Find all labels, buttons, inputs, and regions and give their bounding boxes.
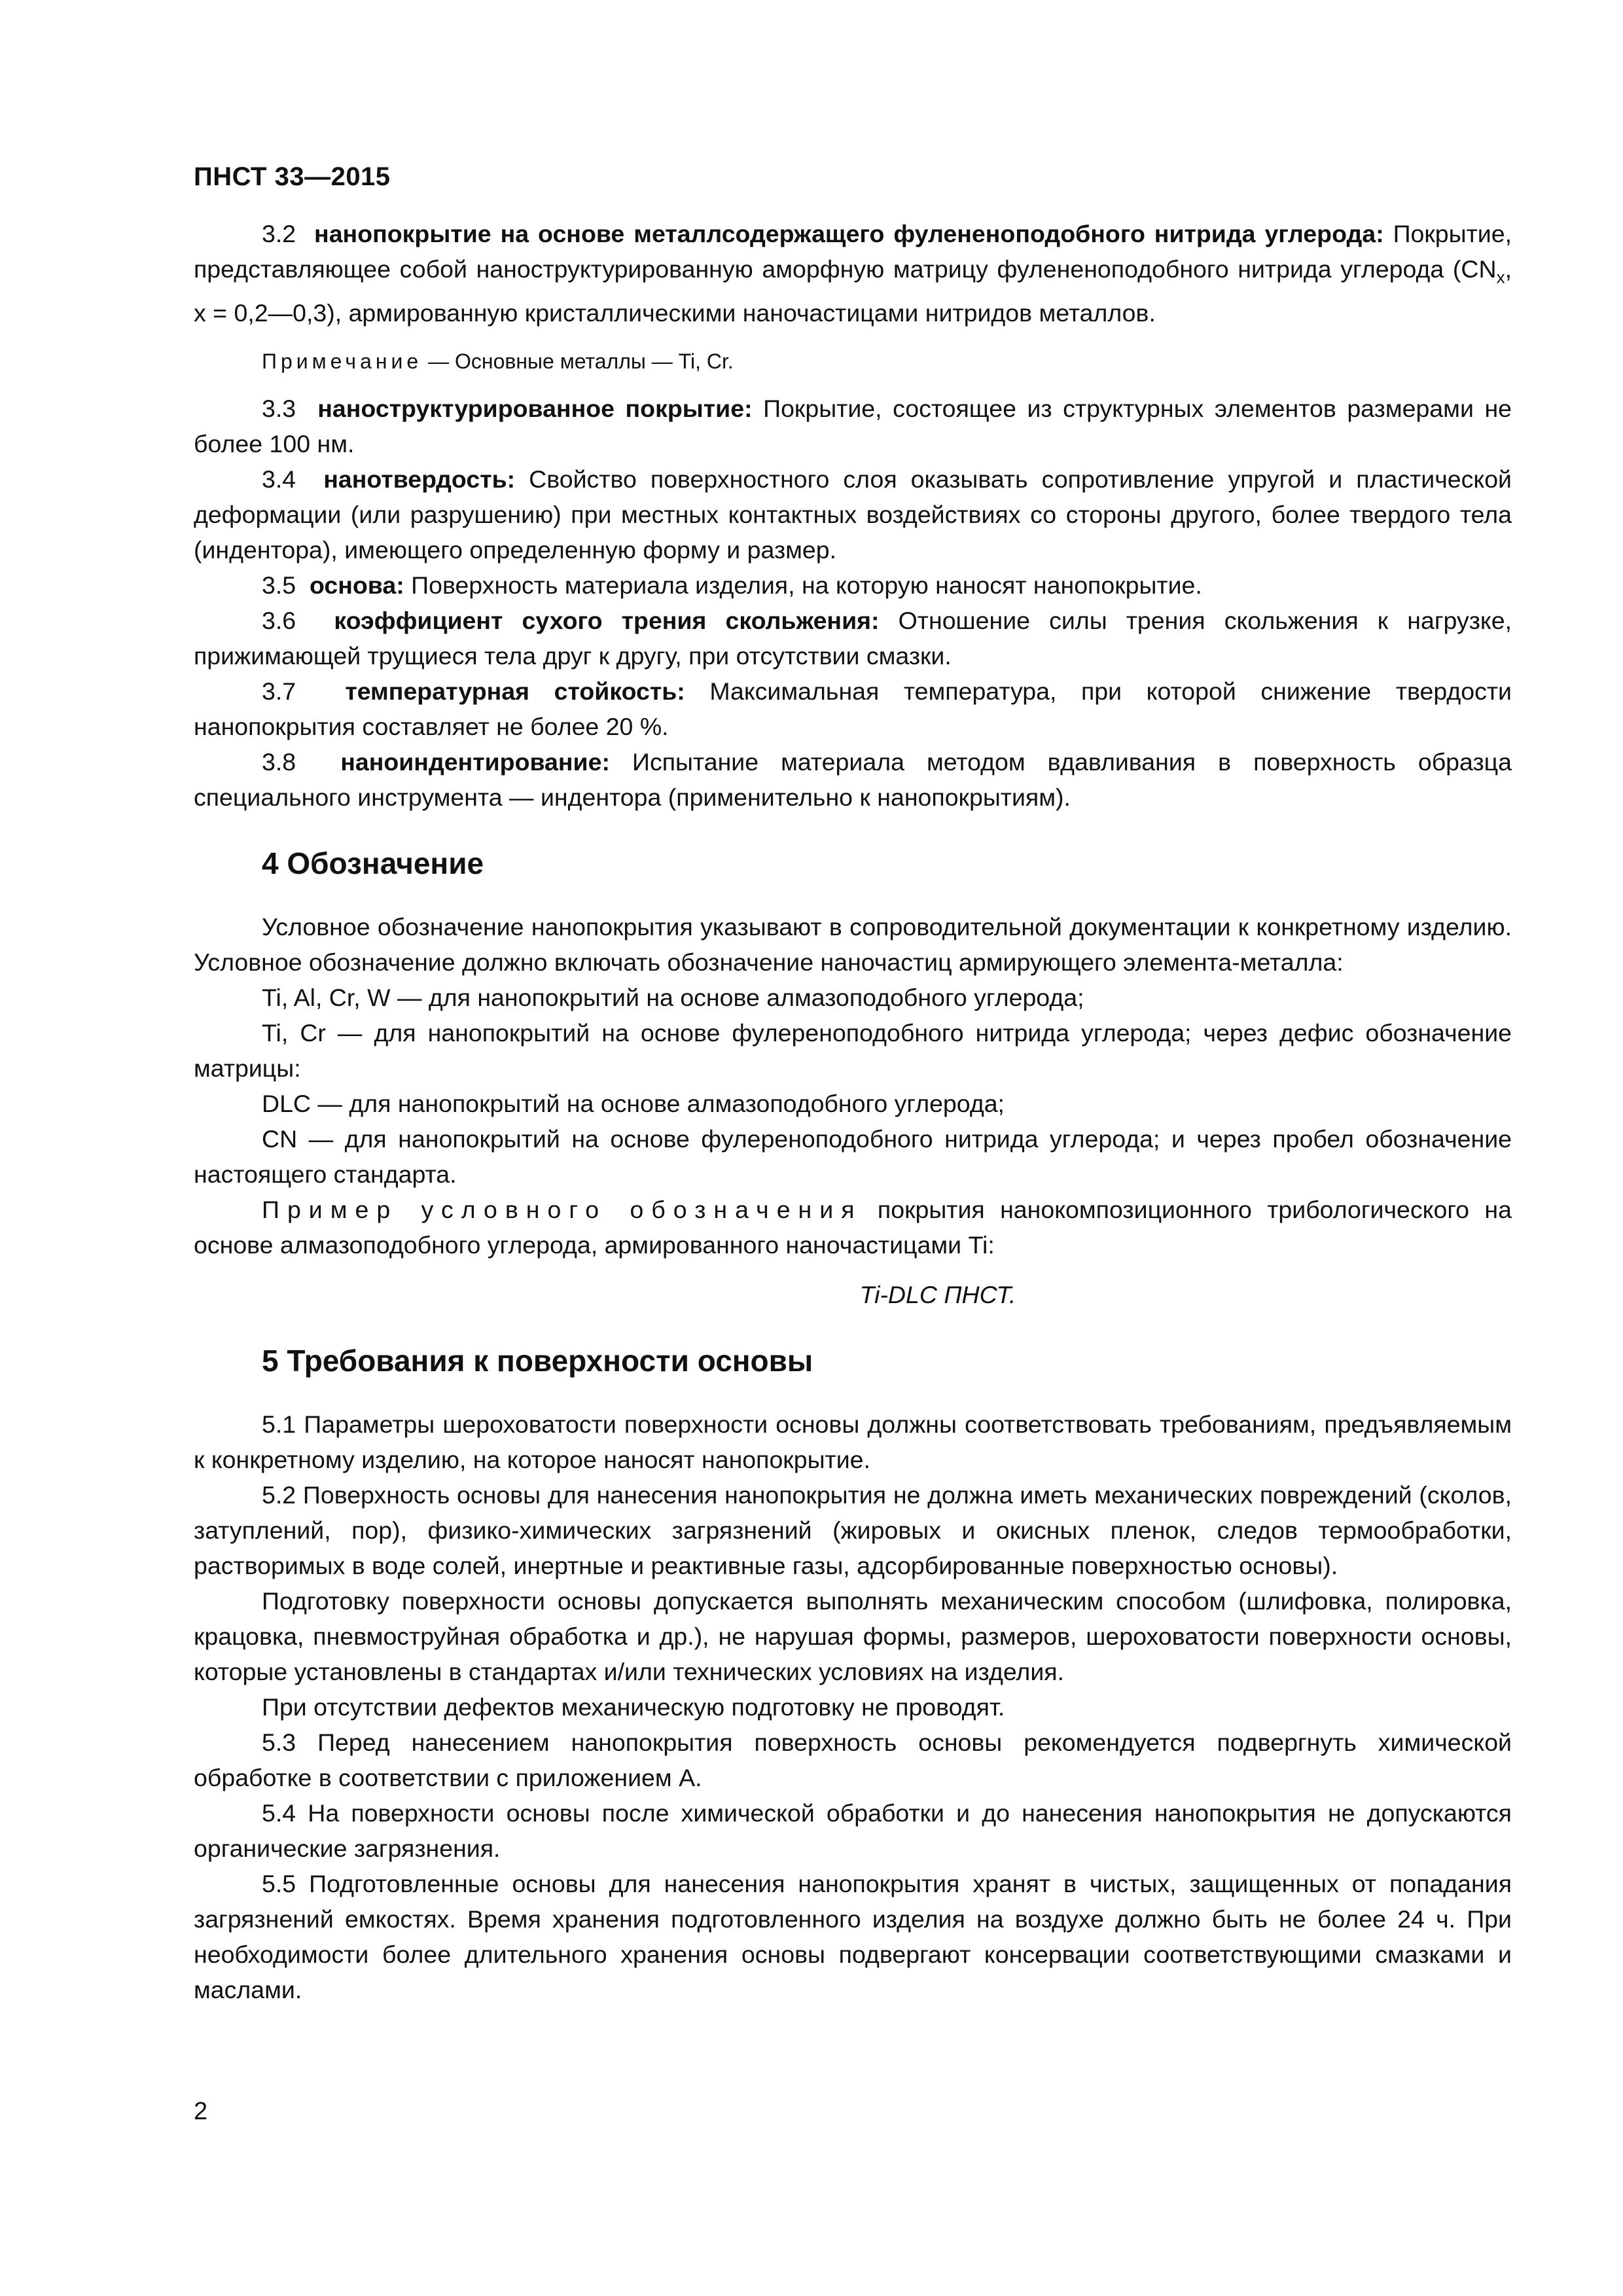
clause-5-4: 5.4 На поверхности основы после химической обработки и до нанесения нанопокрытия не допускаются органические загрязнения. bbox=[194, 1799, 1512, 1862]
paragraph: Подготовку поверхности основы допускается выполнять механическим способом (шлифовка, полировка, крацовка, пневмоструйная обработка и др.), не нарушая формы, размеров, шероховатости поверхности основы, которые установлены в стандартах и/или технических условиях на изделия. bbox=[194, 1587, 1512, 1685]
clause-5-3: 5.3 Перед нанесением нанопокрытия поверхность основы рекомендуется подвергнуть химической обработке в соответствии с приложением А. bbox=[194, 1728, 1512, 1791]
clause-3-7 bbox=[194, 673, 1512, 744]
subscript: x bbox=[1496, 267, 1505, 287]
section-heading-4: 4 Обозначение bbox=[262, 846, 484, 880]
page-content bbox=[194, 216, 1512, 2007]
note-text: — Основные металлы — Ti, Cr. bbox=[428, 349, 734, 373]
example-text: покрытия нанокомпозиционного трибологического на основе алмазоподобного углерода, армированного наночастицами Ti: bbox=[194, 1195, 1512, 1259]
paragraph: При отсутствии дефектов механическую подготовку не проводят. bbox=[262, 1693, 1005, 1721]
clause-3-3 bbox=[194, 391, 1512, 461]
term: наноструктурированное покрытие: bbox=[317, 394, 753, 422]
term: нанотвердость: bbox=[323, 465, 516, 493]
term: коэффициент сухого трения скольжения: bbox=[334, 606, 880, 634]
example bbox=[194, 1192, 1512, 1263]
clause-5-1: 5.1 Параметры шероховатости поверхности основы должны соответствовать требованиям, предъявляемым к конкретному изделию, на которое наносят нанопокрытие. bbox=[194, 1410, 1512, 1473]
clause-number: 3.3 bbox=[262, 394, 296, 422]
paragraph: Ti, Al, Cr, W — для нанопокрытий на основе алмазоподобного углерода; bbox=[262, 983, 1084, 1011]
paragraph: Ti, Cr — для нанопокрытий на основе фулереноподобного нитрида углерода; через дефис обозначение матрицы: bbox=[194, 1018, 1512, 1082]
document-code: ПНСТ 33—2015 bbox=[194, 162, 391, 191]
paragraph: Условное обозначение нанопокрытия указывают в сопроводительной документации к конкретному изделию. Условное обозначение должно включать обозначение наночастиц армирующего элемента-металла: bbox=[194, 912, 1512, 976]
definition-text: Максимальная температура, при которой снижение твердости нанопокрытия составляет не более 20 %. bbox=[194, 677, 1512, 740]
clause-5-5: 5.5 Подготовленные основы для нанесения нанопокрытия хранят в чистых, защищенных от попадания загрязнений емкостях. Время хранения подготовленного изделия на воздухе должно быть не более 24 ч. При необходимости более длительного хранения основы подвергают консервации соответствующими смазками и маслами. bbox=[194, 1869, 1512, 2003]
paragraph: CN — для нанопокрытий на основе фулереноподобного нитрида углерода; и через пробел обозначение настоящего стандарта. bbox=[194, 1124, 1512, 1188]
clause-number: 3.6 bbox=[262, 606, 296, 634]
definition-text: Поверхность материала изделия, на которую наносят нанопокрытие. bbox=[411, 571, 1202, 599]
clause-3-8 bbox=[194, 744, 1512, 815]
definition-text: Свойство поверхностного слоя оказывать сопротивление упругой и пластической деформации (или разрушению) при местных контактных воздействиях со стороны другого, более твердого тела (индентора), имеющего определенную форму и размер. bbox=[194, 465, 1512, 564]
clause-3-4 bbox=[194, 461, 1512, 567]
clause-number: 3.2 bbox=[262, 220, 296, 247]
page-number: 2 bbox=[194, 2098, 208, 2125]
designation-formula: Ti-DLC ПНСТ. bbox=[859, 1280, 1016, 1308]
example-label: Пример условного обозначения bbox=[262, 1195, 863, 1223]
term: наноиндентирование: bbox=[340, 747, 610, 776]
definition-text: Покрытие, представляющее собой наноструктурированную аморфную матрицу фулененоподобного нитрида углерода (CN bbox=[194, 220, 1512, 283]
clause-number: 3.7 bbox=[262, 677, 296, 705]
term: нанопокрытие на основе металлсодержащего фулененоподобного нитрида углерода: bbox=[314, 220, 1384, 247]
clause-3-6 bbox=[194, 603, 1512, 673]
clause-number: 3.4 bbox=[262, 465, 296, 493]
term: температурная стойкость: bbox=[345, 677, 685, 705]
clause-number: 3.8 bbox=[262, 747, 296, 776]
definition-text: Отношение силы трения скольжения к нагрузке, прижимающей трущиеся тела друг к другу, при отсутствии смазки. bbox=[194, 606, 1512, 670]
paragraph: DLC — для нанопокрытий на основе алмазоподобного углерода; bbox=[262, 1089, 1005, 1117]
clause-3-2 bbox=[194, 216, 1512, 331]
clause-number: 3.5 bbox=[262, 571, 296, 599]
definition-text: Испытание материала методом вдавливания в поверхность образца специального инструмента — индентора (применительно к нанопокрытиям). bbox=[194, 747, 1512, 811]
note-label: Примечание bbox=[262, 349, 423, 373]
definition-text: Покрытие, состоящее из структурных элементов размерами не более 100 нм. bbox=[194, 394, 1512, 457]
term: основа: bbox=[309, 571, 404, 599]
clause-3-5 bbox=[194, 567, 1512, 603]
definition-text: , x = 0,2—0,3), армированную кристаллическими наночастицами нитридов металлов. bbox=[194, 255, 1512, 327]
clause-5-2: 5.2 Поверхность основы для нанесения нанопокрытия не должна иметь механических повреждений (сколов, затуплений, пор), физико-химических загрязнений (жировых и окисных пленок, следов термообработки, растворимых в воде солей, инертные и реактивные газы, адсорбированные поверхностью основы). bbox=[194, 1480, 1512, 1579]
note bbox=[194, 345, 1512, 378]
section-heading-5: 5 Требования к поверхности основы bbox=[262, 1343, 813, 1378]
